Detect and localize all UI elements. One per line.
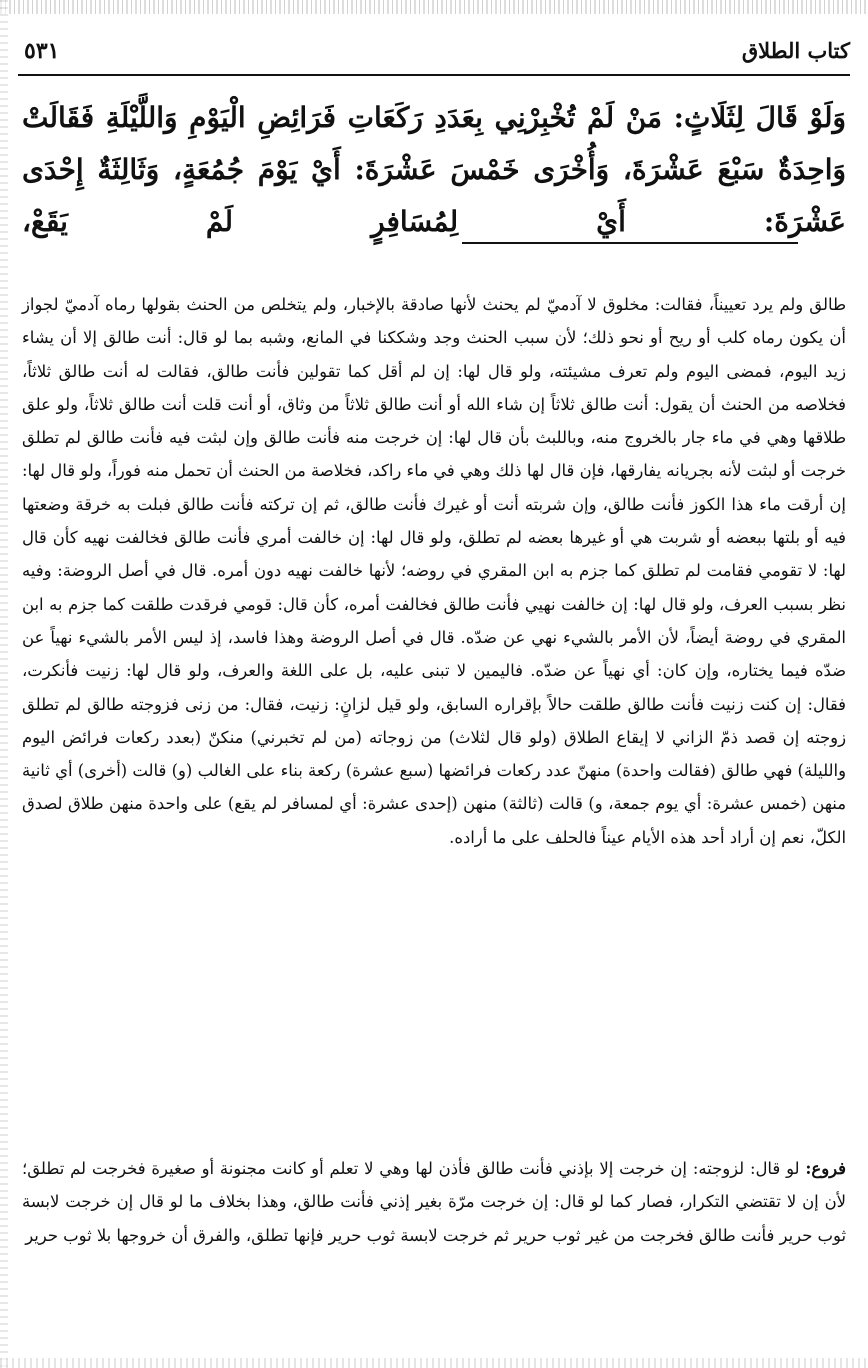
furu-paragraph: [22, 1152, 846, 1252]
scan-border-top: [0, 0, 868, 14]
page-header: [18, 36, 850, 70]
scan-border-bottom: [0, 1358, 868, 1368]
commentary-paragraph: طالق ولم يرد تعييناً، فقالت: مخلوق لا آدميّ لم يحنث لأنها صادقة بالإخبار، ولم يتخلص من الحنث بقولها رماه آدميّ لجواز أن يكون رماه كلب أو ريح أو نحو ذلك؛ لأن سبب الحنث وجد وشككنا في المانع، وشبه بما لو قال: أنت طالق إلا أن يشاء زيد اليوم، فمضى اليوم ولم تعرف مشيئته، ولو قال لها: إن لم أقل كما تقولين فأنت طالق، فقالت له أنت طالق ثلاثاً، فخلاصه من الحنث أن يقول: أنت طالق ثلاثاً إن شاء الله أو أنت طالق ثلاثاً من وثاق، أو أنت قلت أنت طالق ثلاثاً، ولو علق طلاقها وهي في ماء جار بالخروج منه، وباللبث بأن قال لها: إن خرجت منه فأنت طالق وإن لبثت فيه فأنت طالق لم تطلق خرجت أو لبثت لأنه بجريانه يفارقها، فإن قال لها ذلك وهي في ماء راكد، فخلاصة من الحنث أن تحمل منه فوراً، ولو قال لها: إن أرقت ماء هذا الكوز فأنت طالق، وإن شربته أنت أو غيرك فأنت طالق، ثم إن تركته فأنت طالق فبلت به خرقة وضعتها فيه أو بلتها ببعضه أو شربت هي أو غيرها بعضه لم تطلق، ولو قال لها: إن خالفت أمري فأنت طالق فخالفت نهيه كأن قال لها: لا تقومي فقامت لم تطلق كما جزم به ابن المقري في روضه؛ لأنها خالفت نهيه دون أمره. قال في أصل الروضة: وفيه نظر بسبب العرف، ولو قال لها: إن خالفت نهيي فأنت طالق فخالفت أمره، كأن قال: قومي فرقدت طلقت كما جزم به ابن المقري في روضة أيضاً، لأن الأمر بالشيء نهي عن ضدّه. قال في أصل الروضة وهذا فاسد، إذ ليس الأمر بالشيء نهياً عن ضدّه فيما يختاره، وإن كان: أي نهياً عن ضدّه. فاليمين لا تبنى عليه، بل على اللغة والعرف، ولو قال لها: زنيت فأنكرت، فقال: إن كنت زنيت فأنت طالق طلقت حالاً بإقراره السابق، ولو قيل لزانٍ: زنيت، فقال: من زنى فزوجته طالق لم تطلق زوجته إن قصد ذمّ الزاني لا إيقاع الطلاق (ولو قال لثلاث) من زوجاته (من لم تخبرني) منكنّ (بعدد ركعات فرائض اليوم والليلة) فهي طالق (فقالت واحدة) منهنّ عدد ركعات فرائضها (سبع عشرة) ركعة بناء على الغالب (و) قالت (أخرى) أي ثانية منهن (خمس عشرة: أي يوم جمعة، و) قالت (ثالثة) منهن (إحدى عشرة: أي لمسافر لم يقع) على واحدة منهن طلاق لصدق الكلّ، نعم إن أراد أحد هذه الأيام عيناً فالحلف على ما أراده.: [22, 295, 846, 847]
footnote-separator: [462, 242, 798, 244]
scan-border-left: [0, 0, 8, 1368]
header-rule: [18, 74, 850, 76]
furu-text: لو قال: لزوجته: إن خرجت إلا بإذني فأنت طالق فأذن لها وهي لا تعلم أو كانت مجنونة أو صغيرة فخرجت لم تطلق؛ لأن إن لا تقتضي التكرار، فصار كما لو قال: إن خرجت مرّة بغير إذني فأنت طالق، وهذا بخلاف ما لو قال إن خرجت لابسة ثوب حرير فأنت طالق فخرجت من غير ثوب حرير ثم خرجت لابسة ثوب حرير فإنها تطلق، والفرق أن خروجها بلا ثوب حرير: [22, 1159, 846, 1245]
furu-section: [22, 1152, 846, 1252]
commentary-text: [22, 288, 846, 854]
matn-text: وَلَوْ قَالَ لِثَلَاثٍ: مَنْ لَمْ تُخْبِرْنِي بِعَدَدِ رَكَعَاتِ فَرَائِضِ الْيَوْمِ وَاللَّيْلَةِ فَقَالَتْ وَاحِدَةٌ سَبْعَ عَشْرَةَ، وَأُخْرَى خَمْسَ عَشْرَةَ: أَيْ يَوْمَ جُمُعَةٍ، وَثَالِثَةٌ إِحْدَى عَشْرَةَ: أَيْ لِمُسَافِرٍ لَمْ يَقَعْ،: [22, 101, 846, 238]
page-number: ٥٣١: [24, 38, 60, 64]
book-title: كتاب الطلاق: [741, 38, 850, 63]
furu-heading: فروع:: [805, 1159, 846, 1178]
